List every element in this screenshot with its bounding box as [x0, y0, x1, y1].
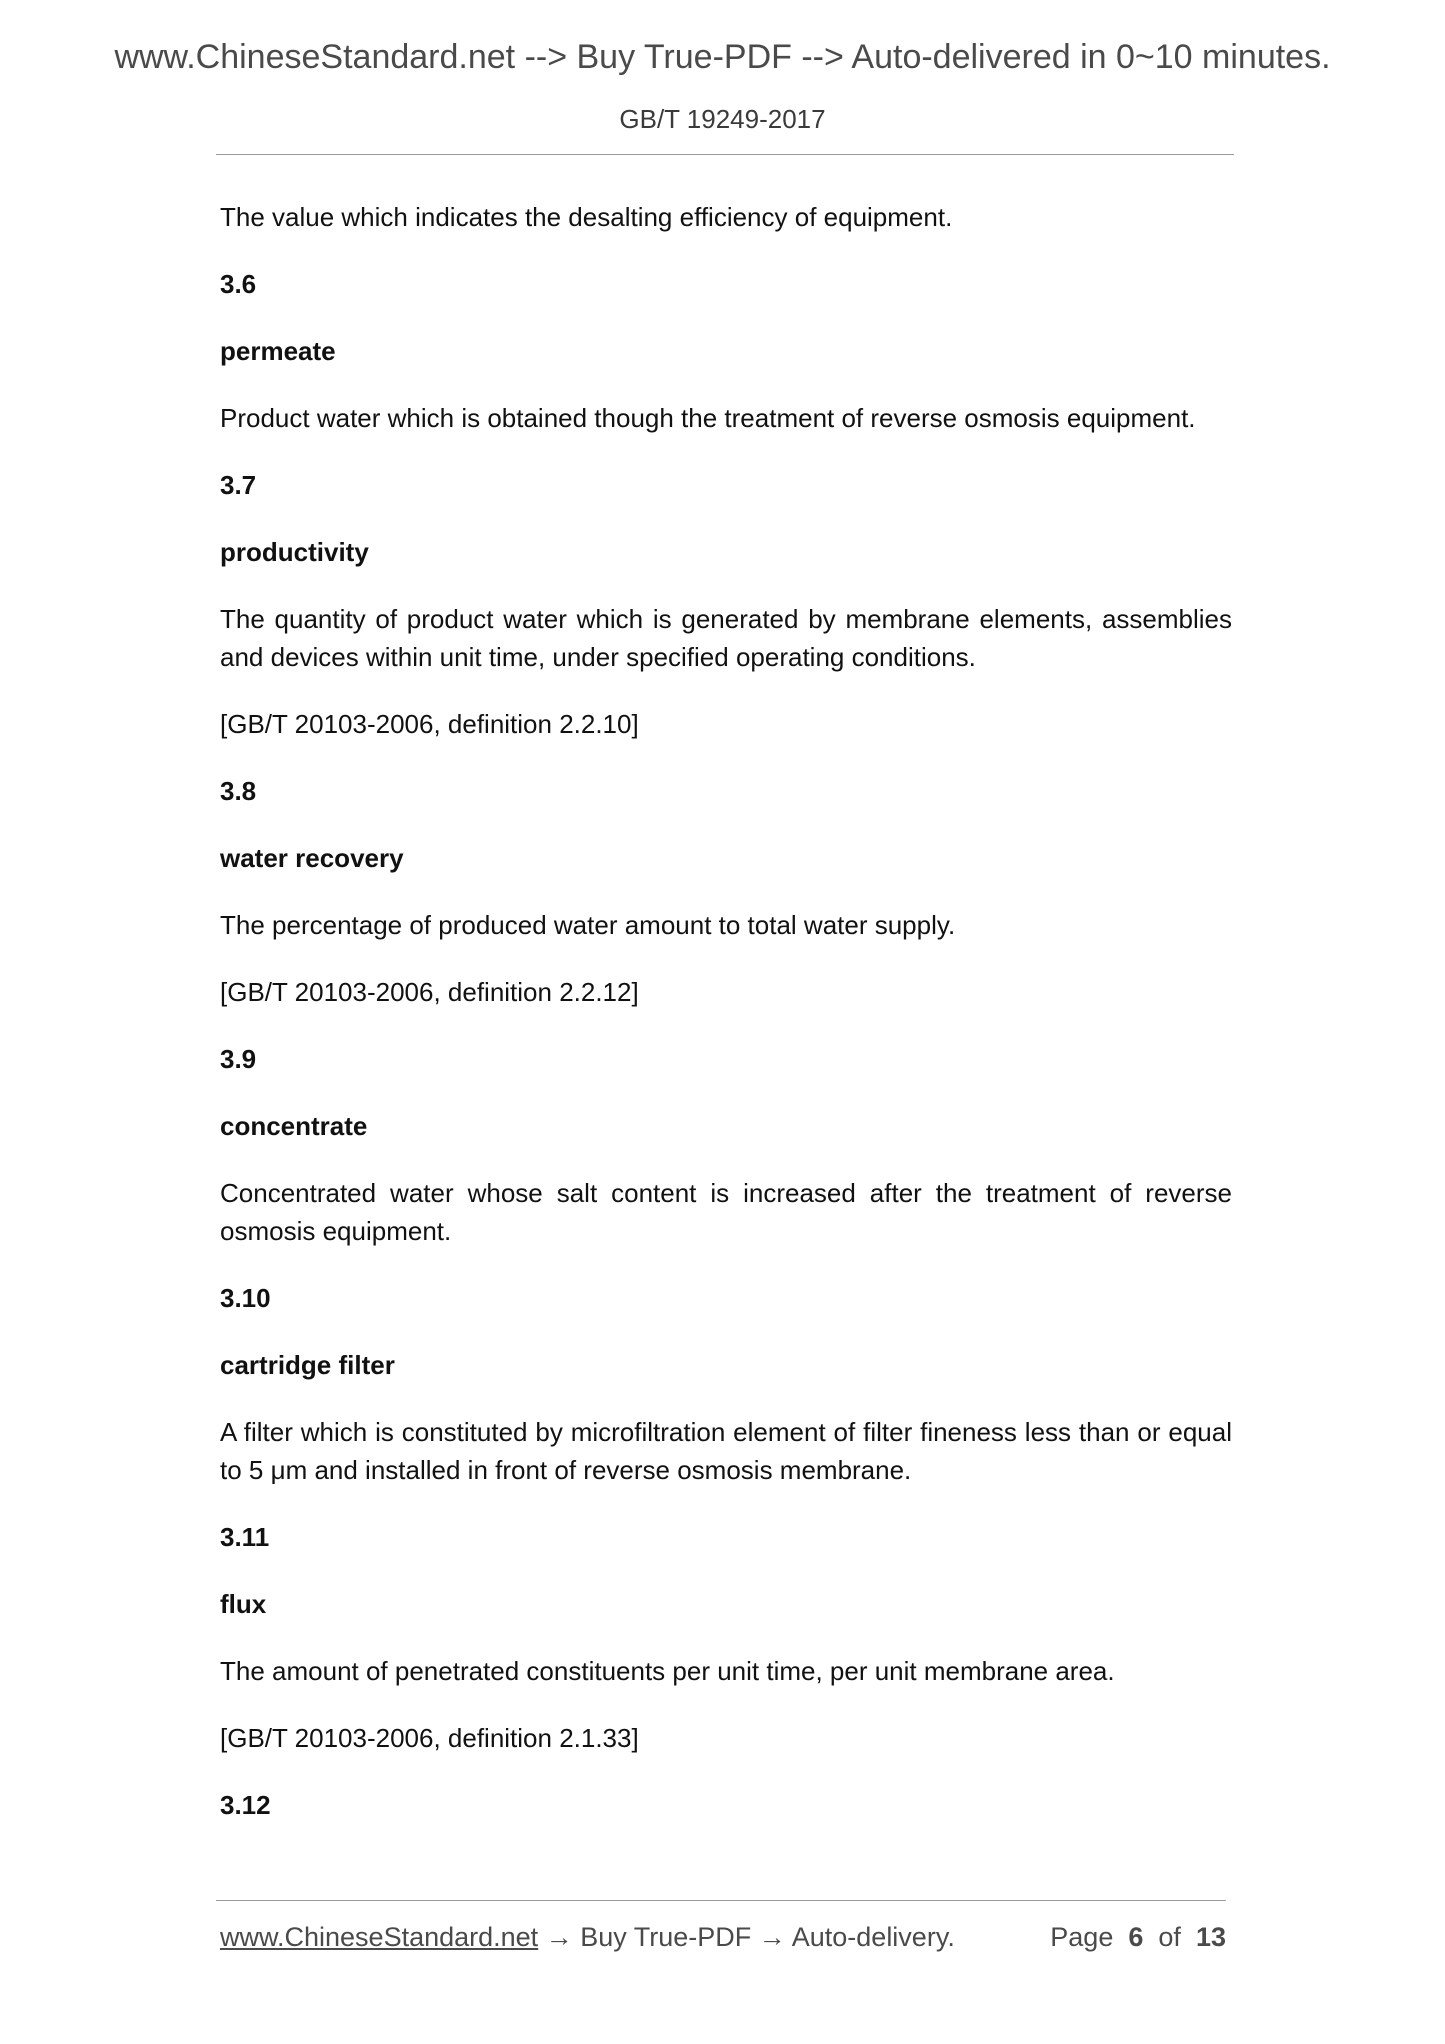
- term-number: 3.11: [220, 1522, 270, 1552]
- term-source: [GB/T 20103-2006, definition 2.2.12]: [220, 977, 639, 1007]
- term-name: productivity: [220, 537, 369, 567]
- term-definition: Product water which is obtained though the treatment of reverse osmosis equipment.: [220, 403, 1196, 433]
- term-number: 3.9: [220, 1044, 257, 1074]
- page-of: of: [1158, 1922, 1181, 1952]
- term-number: 3.8: [220, 776, 257, 806]
- term-name: permeate: [220, 336, 336, 366]
- term-name: concentrate: [220, 1111, 368, 1141]
- document-code: GB/T 19249-2017: [619, 104, 826, 134]
- term-definition: The quantity of product water which is generated by membrane elements, assemblies and devices within unit time, under specified operating conditions.: [220, 604, 1232, 672]
- term-definition: Concentrated water whose salt content is increased after the treatment of reverse osmosis equipment.: [220, 1178, 1232, 1246]
- page-indicator: [1050, 1922, 1226, 1953]
- page-footer: [220, 1922, 1226, 1953]
- page-total: 13: [1195, 1922, 1226, 1952]
- term-definition: The amount of penetrated constituents per unit time, per unit membrane area.: [220, 1656, 1115, 1686]
- top-banner: www.ChineseStandard.net --> Buy True-PDF --> Auto-delivered in 0~10 minutes.: [114, 38, 1331, 76]
- intro-paragraph: The value which indicates the desalting efficiency of equipment.: [220, 202, 953, 232]
- footer-tagline: → Buy True-PDF → Auto-delivery.: [538, 1922, 955, 1952]
- term-source: [GB/T 20103-2006, definition 2.1.33]: [220, 1723, 639, 1753]
- footer-divider: [216, 1900, 1226, 1901]
- term-number: 3.10: [220, 1283, 271, 1313]
- term-source: [GB/T 20103-2006, definition 2.2.10]: [220, 709, 639, 739]
- page-current: 6: [1128, 1922, 1144, 1952]
- term-number: 3.6: [220, 269, 257, 299]
- page-label: Page: [1050, 1922, 1114, 1952]
- term-definition: A filter which is constituted by microfiltration element of filter fineness less than or equal to 5 μm and installed in front of reverse osmosis membrane.: [220, 1417, 1232, 1485]
- term-name: flux: [220, 1589, 267, 1619]
- footer-link[interactable]: www.ChineseStandard.net: [220, 1922, 539, 1952]
- term-number: 3.7: [220, 470, 257, 500]
- term-definition: The percentage of produced water amount to total water supply.: [220, 910, 956, 940]
- term-number: 3.12: [220, 1790, 271, 1820]
- header-divider: [216, 154, 1234, 155]
- term-name: cartridge filter: [220, 1350, 395, 1380]
- term-name: water recovery: [220, 843, 404, 873]
- document-body: [220, 198, 1232, 1853]
